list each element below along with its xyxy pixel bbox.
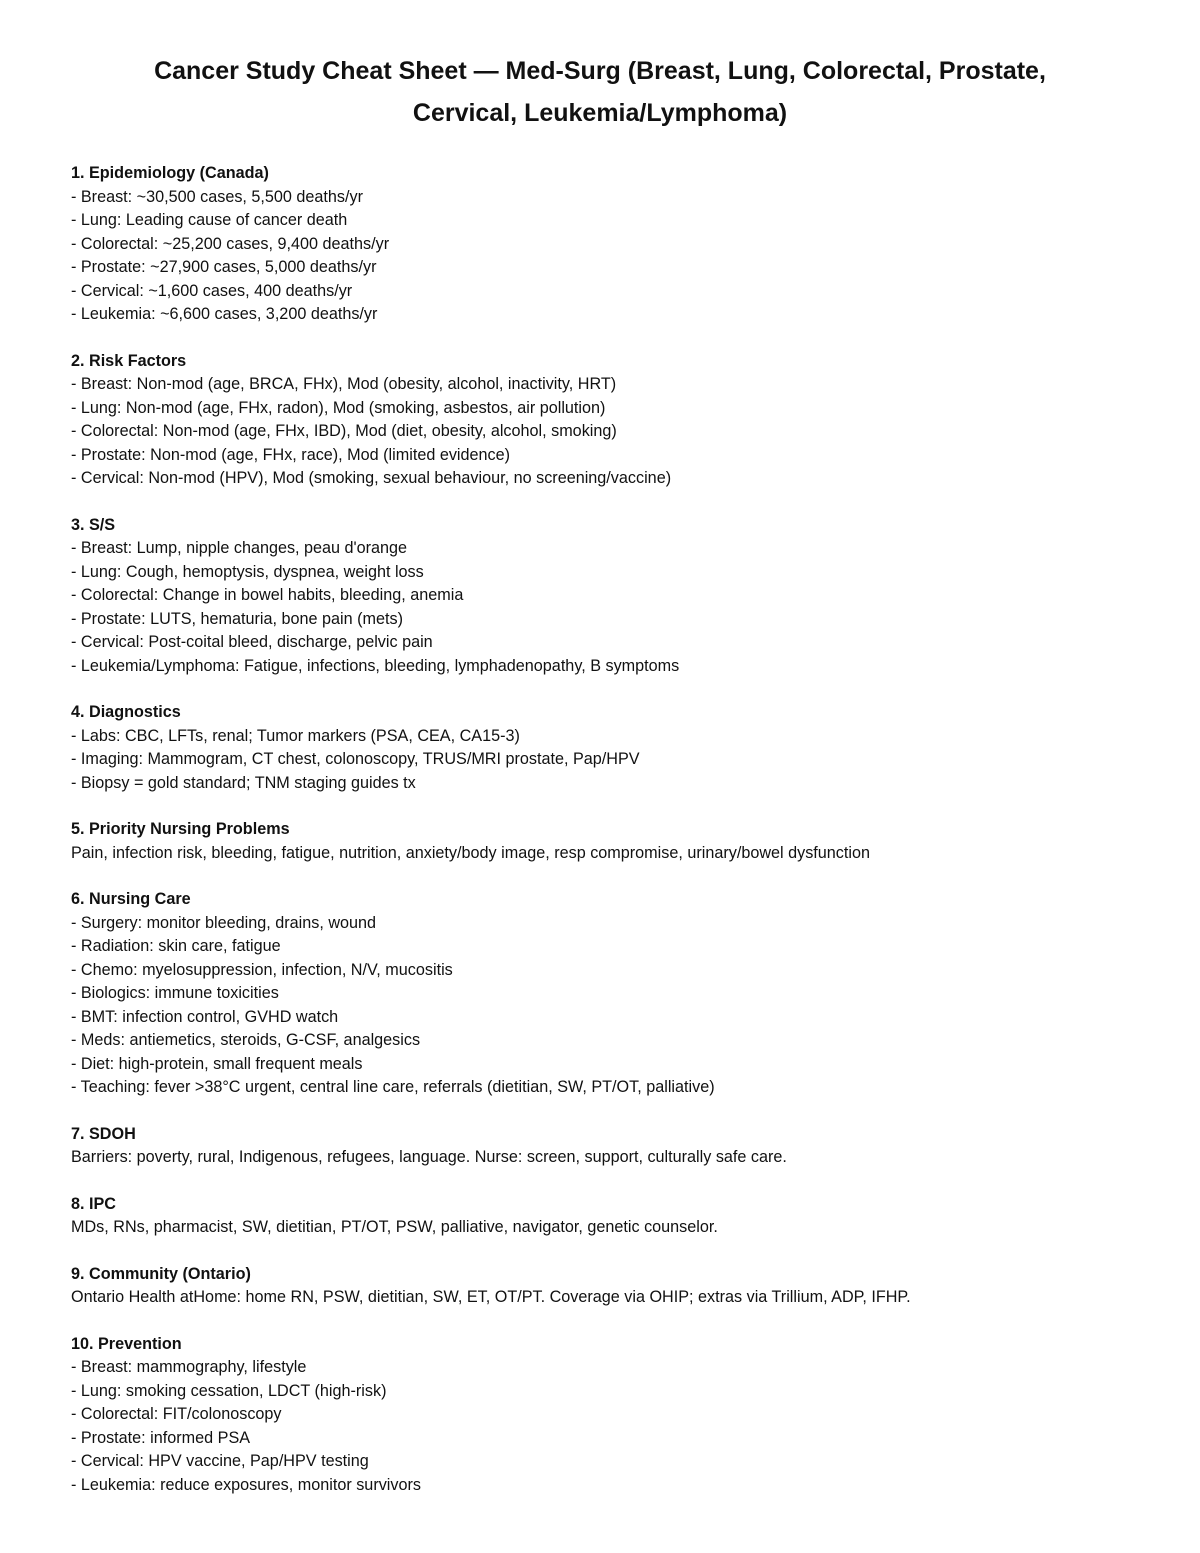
section-7: [71, 1123, 1161, 1170]
section-line: - Prostate: informed PSA: [71, 1428, 251, 1447]
section-line: - BMT: infection control, GVHD watch: [71, 1007, 339, 1026]
section-4: [71, 701, 1161, 795]
section-line: - Cervical: Post-coital bleed, discharge, pelvic pain: [71, 633, 433, 651]
section-line: - Lung: Leading cause of cancer death: [71, 211, 348, 229]
section-line: - Breast: Lump, nipple changes, peau d'orange: [71, 539, 408, 557]
section-line: - Meds: antiemetics, steroids, G-CSF, analgesics: [71, 1031, 421, 1049]
section-3: [71, 514, 1161, 679]
section-line: - Leukemia: ~6,600 cases, 3,200 deaths/yr: [71, 305, 378, 323]
section-line: - Teaching: fever >38°C urgent, central line care, referrals (dietitian, SW, PT/OT, palliative): [71, 1078, 715, 1096]
section-line: - Radiation: skin care, fatigue: [71, 937, 281, 955]
section-5: [71, 818, 1161, 865]
section-line: - Leukemia/Lymphoma: Fatigue, infections, bleeding, lymphadenopathy, B symptoms: [71, 656, 680, 675]
section-line: - Lung: Cough, hemoptysis, dyspnea, weight loss: [71, 562, 424, 581]
section-line: Ontario Health atHome: home RN, PSW, dietitian, SW, ET, OT/PT. Coverage via OHIP; extras via Trillium, ADP, IFHP.: [71, 1288, 911, 1306]
section-line: - Lung: Non-mod (age, FHx, radon), Mod (smoking, asbestos, air pollution): [71, 398, 606, 417]
section-line: - Diet: high-protein, small frequent meals: [71, 1054, 363, 1073]
section-line: - Breast: Non-mod (age, BRCA, FHx), Mod (obesity, alcohol, inactivity, HRT): [71, 375, 617, 393]
section-heading: 3. S/S: [71, 515, 116, 534]
section-line: Pain, infection risk, bleeding, fatigue, nutrition, anxiety/body image, resp compromise, urinary/bowel dysfunction: [71, 843, 870, 862]
section-2: [71, 350, 1161, 491]
section-9: [71, 1263, 1161, 1310]
cheat-sheet-body: [71, 162, 1161, 1520]
section-heading: 4. Diagnostics: [71, 703, 181, 721]
section-heading: 7. SDOH: [71, 1124, 136, 1143]
section-line: - Biologics: immune toxicities: [71, 984, 279, 1002]
section-line: - Colorectal: FIT/colonoscopy: [71, 1405, 282, 1423]
section-heading: 6. Nursing Care: [71, 890, 191, 908]
section-line: - Cervical: HPV vaccine, Pap/HPV testing: [71, 1452, 369, 1470]
section-line: - Prostate: Non-mod (age, FHx, race), Mod (limited evidence): [71, 445, 511, 464]
section-line: - Surgery: monitor bleeding, drains, wound: [71, 913, 377, 932]
section-10: [71, 1333, 1161, 1498]
section-line: Barriers: poverty, rural, Indigenous, refugees, language. Nurse: screen, support, culturally safe care.: [71, 1148, 787, 1166]
section-line: - Lung: smoking cessation, LDCT (high-risk): [71, 1381, 387, 1400]
section-line: - Cervical: Non-mod (HPV), Mod (smoking, sexual behaviour, no screening/vaccine): [71, 469, 672, 487]
title-line-2: Cervical, Leukemia/Lymphoma): [412, 99, 788, 127]
section-line: - Chemo: myelosuppression, infection, N/V, mucositis: [71, 960, 453, 979]
section-heading: 2. Risk Factors: [71, 351, 187, 370]
section-line: - Cervical: ~1,600 cases, 400 deaths/yr: [71, 281, 353, 300]
section-1: [71, 162, 1161, 327]
section-8: [71, 1193, 1161, 1240]
section-line: - Biopsy = gold standard; TNM staging guides tx: [71, 773, 416, 792]
section-line: - Imaging: Mammogram, CT chest, colonoscopy, TRUS/MRI prostate, Pap/HPV: [71, 750, 640, 768]
section-line: - Labs: CBC, LFTs, renal; Tumor markers (PSA, CEA, CA15-3): [71, 726, 520, 745]
section-line: MDs, RNs, pharmacist, SW, dietitian, PT/OT, PSW, palliative, navigator, genetic counselor.: [71, 1218, 718, 1236]
section-line: - Prostate: ~27,900 cases, 5,000 deaths/yr: [71, 258, 377, 276]
section-heading: 10. Prevention: [71, 1334, 182, 1353]
section-line: - Breast: ~30,500 cases, 5,500 deaths/yr: [71, 187, 363, 206]
page-title: [60, 50, 1140, 134]
section-line: - Prostate: LUTS, hematuria, bone pain (mets): [71, 609, 403, 628]
section-line: - Colorectal: ~25,200 cases, 9,400 deaths/yr: [71, 234, 390, 253]
section-heading: 5. Priority Nursing Problems: [71, 820, 290, 838]
section-heading: 9. Community (Ontario): [71, 1264, 251, 1283]
section-heading: 1. Epidemiology (Canada): [71, 164, 269, 182]
section-line: - Leukemia: reduce exposures, monitor survivors: [71, 1475, 421, 1494]
title-line-1: Cancer Study Cheat Sheet — Med-Surg (Breast, Lung, Colorectal, Prostate,: [154, 57, 1046, 85]
section-line: - Colorectal: Change in bowel habits, bleeding, anemia: [71, 586, 464, 604]
section-line: - Breast: mammography, lifestyle: [71, 1358, 307, 1376]
section-6: [71, 888, 1161, 1100]
section-line: - Colorectal: Non-mod (age, FHx, IBD), Mod (diet, obesity, alcohol, smoking): [71, 422, 617, 440]
section-heading: 8. IPC: [71, 1194, 116, 1213]
